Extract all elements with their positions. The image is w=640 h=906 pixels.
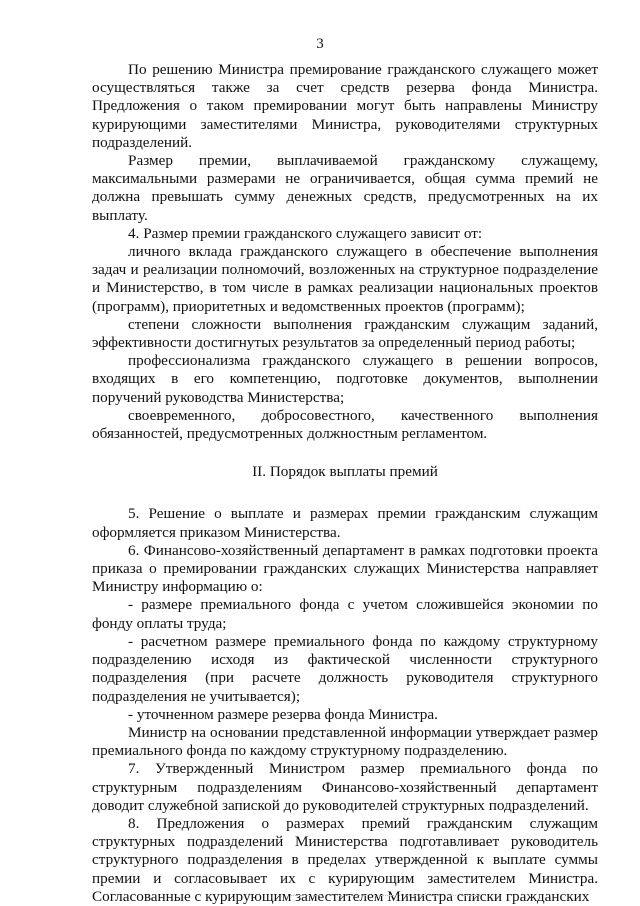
list-item-reserve-fund: - уточненном размере резерва фонда Министра. bbox=[128, 705, 438, 723]
paragraph-item-8: 8. Предложения о размерах премий гражданским служащим структурных подразделений Министерства подготавливает руководитель структурного подразделения в пределах утвержденной к выплате суммы премии и согласовывает их с курирующим заместителем Министра. Согласованные с курирующим заместителем Министра списки гражданских bbox=[92, 814, 598, 905]
list-item-calculated-fund: - расчетном размере премиального фонда по каждому структурному подразделению исходя из фактической численности структурного подразделения (при расчете должность руководителя структурного подразделения не учитывается); bbox=[92, 632, 598, 705]
paragraph-item-6: 6. Финансово-хозяйственный департамент в рамках подготовки проекта приказа о премировании гражданских служащих Министерства направляет Министру информацию о: bbox=[92, 541, 598, 596]
section-heading: II. Порядок выплаты премий bbox=[252, 463, 438, 481]
paragraph-timely-performance: своевременного, добросовестного, качественного выполнения обязанностей, предусмотренных должностным регламентом. bbox=[92, 406, 598, 443]
page-number: 3 bbox=[316, 36, 324, 52]
paragraph-minister-approves: Министр на основании представленной информации утверждает размер премиального фонда по каждому структурному подразделению. bbox=[92, 723, 598, 760]
paragraph-personal-contribution: личного вклада гражданского служащего в обеспечение выполнения задач и реализации полномочий, возложенных на структурное подразделение и Министерство, в том числе в рамках реализации национальных проектов (программ), приоритетных и ведомственных проектов (программ); bbox=[92, 243, 598, 315]
footer-scan-mark bbox=[290, 895, 480, 898]
paragraph-professionalism: профессионализма гражданского служащего в решении вопросов, входящих в его компетенцию, подготовке документов, выполнении поручений руководства Министерства; bbox=[92, 352, 598, 406]
paragraph-bonus-from-reserve: По решению Министра премирование гражданского служащего может осуществляться также за счет средств резерва фонда Министра. Предложения о таком премировании могут быть направлены Министру курирующими заместителями Министра, руководителями структурных подразделений. bbox=[92, 61, 598, 151]
list-item-fund-size: - размере премиального фонда с учетом сложившейся экономии по фонду оплаты труда; bbox=[92, 596, 598, 632]
paragraph-item-5: 5. Решение о выплате и размерах премии гражданским служащим оформляется приказом Министерства. bbox=[92, 505, 598, 541]
paragraph-item-7: 7. Утвержденный Министром размер премиального фонда по структурным подразделениям Финансово-хозяйственный департамент доводит служебной запиской до руководителей структурных подразделений. bbox=[92, 760, 598, 814]
document-body bbox=[92, 61, 598, 906]
paragraph-task-complexity: степени сложности выполнения гражданским служащим заданий, эффективности достигнутых результатов за определенный период работы; bbox=[92, 315, 598, 352]
paragraph-bonus-size-unlimited: Размер премии, выплачиваемой гражданскому служащему, максимальными размерами не ограничивается, общая сумма премий не должна превышать сумму денежных средств, предусмотренных на их выплату. bbox=[92, 152, 598, 224]
paragraph-item-4: 4. Размер премии гражданского служащего зависит от: bbox=[128, 224, 483, 242]
